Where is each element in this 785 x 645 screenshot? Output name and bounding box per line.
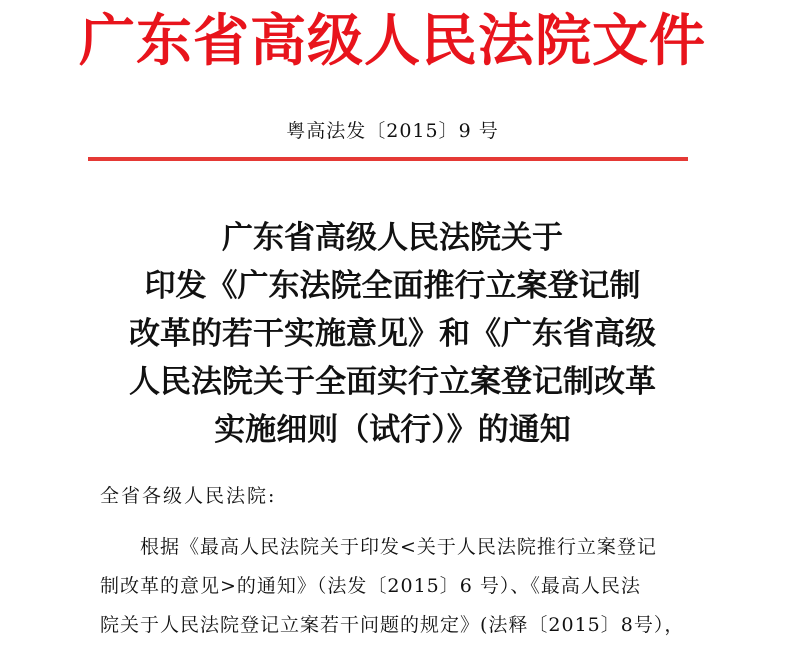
title-line-1: 广东省高级人民法院关于 <box>222 220 563 256</box>
title-line-3: 改革的若干实施意见》和《广东省高级 <box>129 316 656 352</box>
body-line-2: 制改革的意见>的通知》（法发〔2015〕6 号）、《最高人民法 <box>100 575 641 597</box>
document-number: 粤高法发〔2015〕9 号 <box>286 120 499 142</box>
body-paragraph <box>100 528 700 645</box>
title-line-4: 人民法院关于全面实行立案登记制改革 <box>129 364 656 400</box>
body-line-3: 院关于人民法院登记立案若干问题的规定》(法释〔2015〕8号）， <box>100 614 685 636</box>
title-line-5: 实施细则（试行）》的通知 <box>214 412 571 448</box>
notice-title <box>0 214 785 454</box>
salutation: 全省各级人民法院: <box>100 485 277 507</box>
body-line-1: 根据《最高人民法院关于印发<关于人民法院推行立案登记 <box>140 536 657 558</box>
masthead-title: 广东省高级人民法院文件 <box>79 9 706 74</box>
title-line-2: 印发《广东法院全面推行立案登记制 <box>144 268 641 304</box>
red-divider <box>88 157 688 161</box>
